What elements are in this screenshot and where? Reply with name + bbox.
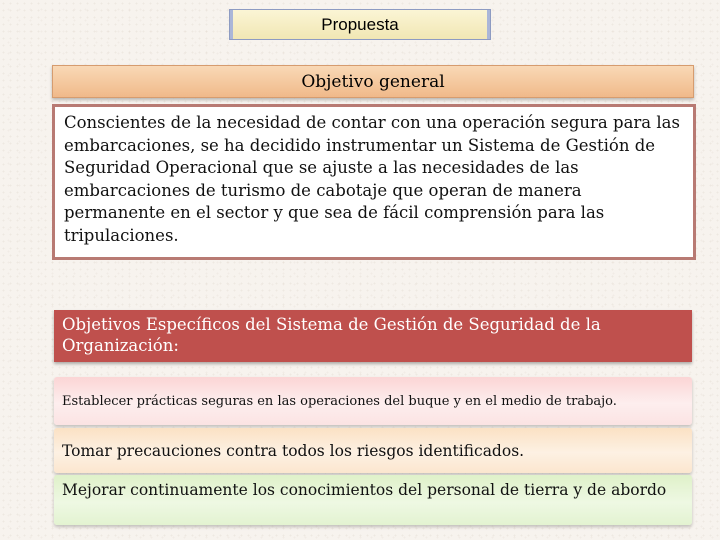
specific-objectives-heading: Objetivos Específicos del Sistema de Gestión de Seguridad de la Organización:	[54, 310, 692, 362]
general-objective-text: Conscientes de la necesidad de contar con una operación segura para las embarcaciones, se ha decidido instrumentar un Sistema de Gestión de Seguridad Operacional que se ajuste a las necesidades de las embarcaciones de turismo de cabotaje que operan de manera permanente en el sector y que sea de fácil comprensión para las tripulaciones.	[52, 104, 696, 260]
page-title: Propuesta	[229, 9, 491, 40]
specific-objective-text: Establecer prácticas seguras en las operaciones del buque y en el medio de trabajo.	[62, 393, 617, 409]
general-objective-heading: Objetivo general	[52, 65, 694, 98]
specific-objective-text: Mejorar continuamente los conocimientos del personal de tierra y de abordo	[62, 481, 667, 499]
specific-objective-text: Tomar precauciones contra todos los riesgos identificados.	[62, 441, 525, 460]
specific-objective-item	[54, 475, 692, 525]
specific-objective-item	[54, 377, 692, 425]
specific-objective-item	[54, 428, 692, 473]
